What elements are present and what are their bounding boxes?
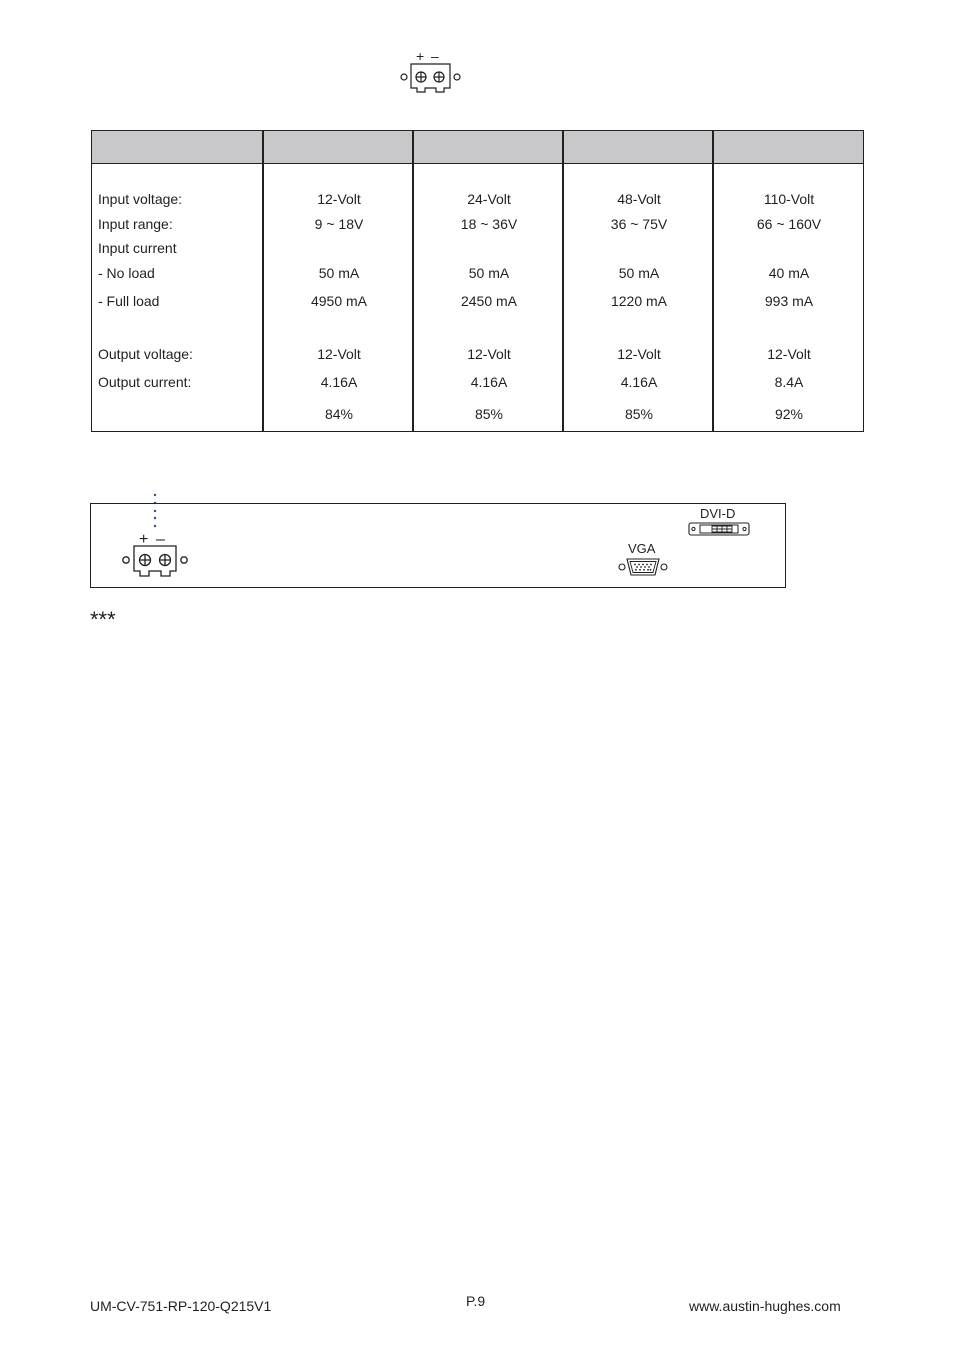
table-cell: 24-Volt <box>467 191 511 207</box>
table-cell: 50 mA <box>618 265 660 281</box>
table-cell: 4.16A <box>620 374 658 390</box>
minus-sign: – <box>156 531 165 548</box>
footer-page-number: P.9 <box>466 1293 486 1309</box>
power-spec-table <box>91 130 864 432</box>
table-cell: 85% <box>474 406 504 422</box>
table-cell: 8.4A <box>774 374 804 390</box>
table-header-row <box>92 131 863 164</box>
table-cell: 2450 mA <box>460 293 518 309</box>
table-cell: 50 mA <box>468 265 510 281</box>
footer-doc-code: UM-CV-751-RP-120-Q215V1 <box>90 1298 272 1314</box>
terminal-block-icon <box>398 48 464 94</box>
note-asterisks: *** <box>90 607 116 632</box>
table-cell: 4.16A <box>320 374 358 390</box>
plus-sign: + <box>139 531 149 548</box>
dvi-port-icon <box>688 521 750 537</box>
table-cell: 12-Volt <box>317 191 361 207</box>
table-cell: 85% <box>624 406 654 422</box>
table-cell: 4950 mA <box>310 293 368 309</box>
table-cell: 9 ~ 18V <box>314 216 364 232</box>
table-cell: 110-Volt <box>763 191 815 207</box>
row-label: - Full load <box>98 293 160 309</box>
row-label: Output current: <box>98 374 192 390</box>
plus-sign: + <box>416 48 425 64</box>
terminal-block-icon <box>119 530 191 578</box>
table-cell: 40 mA <box>768 265 810 281</box>
vga-label: VGA <box>628 541 656 556</box>
top-terminal-block <box>398 48 464 94</box>
minus-sign: – <box>431 48 439 64</box>
table-cell: 12-Volt <box>467 346 511 362</box>
table-cell: 12-Volt <box>617 346 661 362</box>
vga-port-icon <box>617 557 669 577</box>
dvi-label: DVI-D <box>700 506 736 521</box>
table-cell: 12-Volt <box>317 346 361 362</box>
row-label: - No load <box>98 265 155 281</box>
table-cell: 50 mA <box>318 265 360 281</box>
rear-panel-diagram <box>90 503 786 588</box>
table-cell: 993 mA <box>764 293 814 309</box>
table-cell: 84% <box>324 406 354 422</box>
table-cell: 1220 mA <box>610 293 668 309</box>
row-label: Input range: <box>98 216 173 232</box>
table-cell: 66 ~ 160V <box>756 216 822 232</box>
table-cell: 36 ~ 75V <box>610 216 668 232</box>
footer-website: www.austin-hughes.com <box>689 1298 841 1314</box>
row-label: Input voltage: <box>98 191 183 207</box>
table-cell: 12-Volt <box>767 346 811 362</box>
row-label: Output voltage: <box>98 346 193 362</box>
row-label: Input current <box>98 240 177 256</box>
table-cell: 18 ~ 36V <box>460 216 518 232</box>
table-cell: 48-Volt <box>617 191 661 207</box>
table-cell: 4.16A <box>470 374 508 390</box>
table-cell: 92% <box>774 406 804 422</box>
